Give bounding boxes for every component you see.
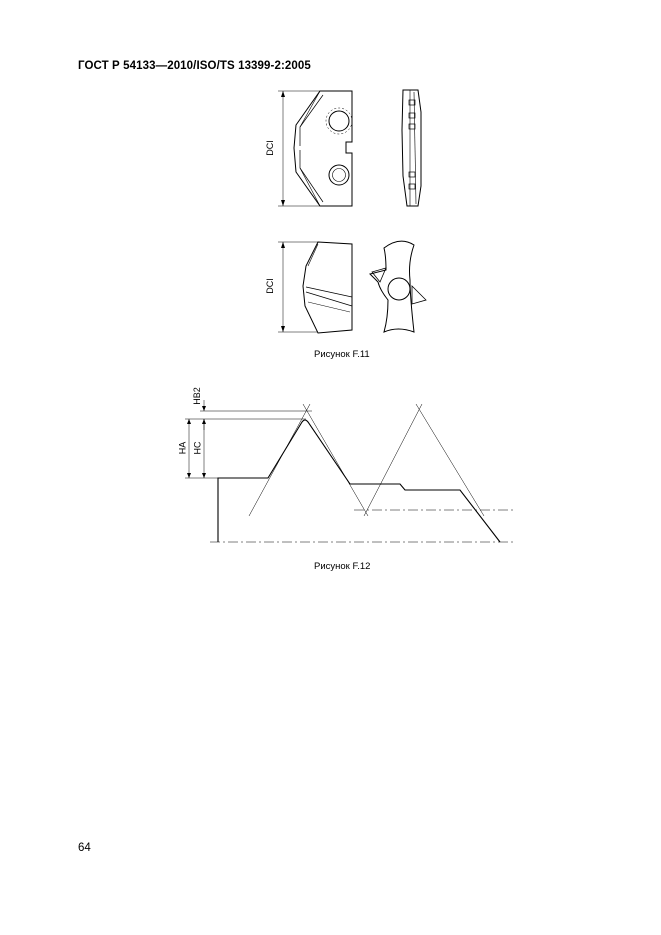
f11-bottom-side-view [370, 241, 426, 332]
figure-f11-caption: Рисунок F.11 [314, 349, 370, 360]
f11-top-side-view [402, 90, 421, 206]
document-header: ГОСТ Р 54133—2010/ISO/TS 13399-2:2005 [78, 60, 311, 72]
f12-thread-profile [185, 400, 514, 542]
page-number: 64 [78, 842, 91, 854]
f11-top-front-view [278, 91, 352, 206]
f12-ha-label: HA [177, 441, 188, 455]
figure-f12-caption: Рисунок F.12 [314, 561, 371, 572]
f12-hb2-label: HB2 [191, 387, 202, 405]
f11-top-dci-label: DCI [264, 140, 275, 156]
f11-bottom-front-view [278, 242, 352, 333]
f12-hc-label: HC [192, 441, 203, 455]
f11-bottom-dci-label: DCI [264, 278, 275, 294]
